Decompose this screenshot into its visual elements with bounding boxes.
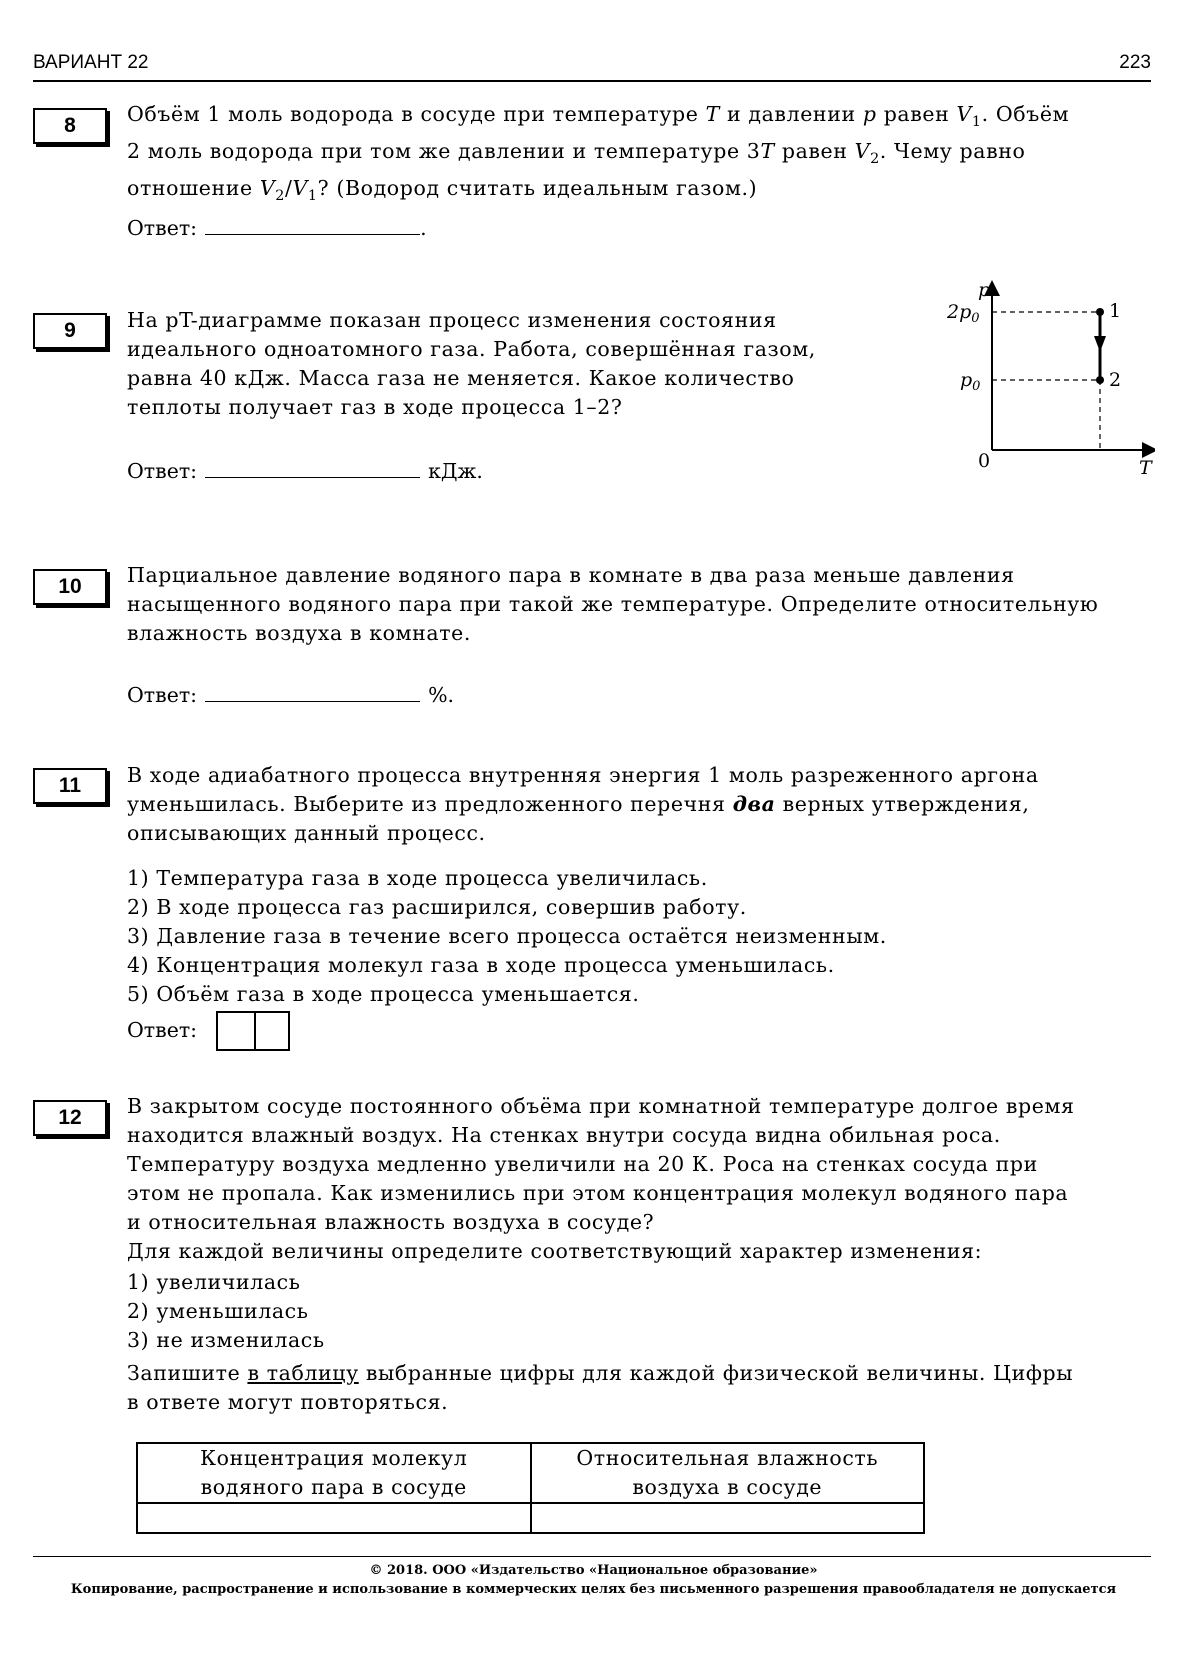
task-12-answer-table: [136, 1442, 925, 1534]
task-8-answer-field[interactable]: [205, 216, 420, 235]
footer-rule: [33, 1556, 1151, 1557]
task-8-number: 8: [33, 108, 107, 144]
option-5: 5) Объём газа в ходе процесса уменьшается.: [127, 982, 640, 1006]
page-number: 223: [1119, 52, 1151, 73]
option-1: 1) увеличилась: [127, 1270, 301, 1294]
option-3: 3) Давление газа в течение всего процесса остаётся неизменным.: [127, 924, 887, 948]
copyright-notice: Копирование, распространение и использование в коммерческих целях без письменного разрешения правообладателя не допускается: [70, 1582, 1117, 1597]
task-10-text: Парциальное давление водяного пара в комнате в два раза меньше давления насыщенного водяного пара при такой же температуре. Определите относительную влажность воздуха в комнате.: [127, 563, 1099, 645]
option-1: 1) Температура газа в ходе процесса увеличилась.: [127, 866, 708, 890]
task-12-options: [127, 1268, 325, 1355]
point-2: [1096, 376, 1104, 384]
task-8-text: Объём 1 моль водорода в сосуде при температуре T и давлении p равен $V_1$. Объём 2 моль водорода при том же давлении и температуре 3T равен $V_2$. Чему равно отношение $V_2/V_1$? (Водород считать идеальным газом.): [127, 102, 1070, 205]
task-11-number: 11: [33, 768, 107, 804]
task-11-options: [127, 864, 887, 1009]
task-9-answer: Ответ: кДж.: [127, 459, 483, 483]
answer-cell-concentration[interactable]: [137, 1503, 531, 1533]
process-arrow: [1094, 336, 1106, 352]
task-8-answer: Ответ: .: [127, 216, 427, 240]
t-label: T: [1139, 457, 1152, 479]
task-11-answer-cell-1[interactable]: [216, 1011, 256, 1051]
p-label: p: [978, 280, 991, 301]
point-2-label: 2: [1109, 369, 1122, 391]
tick-p0: $p_0$: [960, 369, 981, 394]
task-11-answer-label: Ответ:: [127, 1018, 198, 1042]
task-12-instruction: Запишите в таблицу выбранные цифры для каждой физической величины. Цифры в ответе могут повторяться.: [127, 1361, 1074, 1414]
copyright: © 2018. ООО «Издательство «Национальное образование»: [369, 1563, 818, 1578]
point-1: [1096, 308, 1104, 316]
task-11-text: В ходе адиабатного процесса внутренняя энергия 1 моль разреженного аргона уменьшилась. Выберите из предложенного перечня два верных утверждения, описывающих данный процесс.: [127, 763, 1039, 845]
header-rule: [33, 80, 1151, 82]
pt-diagram: [945, 280, 1155, 480]
column-header-humidity: Относительная влажность воздуха в сосуде: [531, 1443, 925, 1503]
option-3: 3) не изменилась: [127, 1328, 325, 1352]
point-1-label: 1: [1109, 300, 1122, 322]
option-2: 2) уменьшилась: [127, 1299, 309, 1323]
task-10-number: 10: [33, 569, 107, 605]
task-10-answer-field[interactable]: [205, 683, 420, 702]
tick-2p0: $2p_0$: [947, 301, 980, 326]
task-9-answer-field[interactable]: [205, 459, 420, 478]
option-4: 4) Концентрация молекул газа в ходе процесса уменьшилась.: [127, 953, 835, 977]
column-header-concentration: Концентрация молекул водяного пара в сосуде: [137, 1443, 531, 1503]
option-2: 2) В ходе процесса газ расширился, совершив работу.: [127, 895, 747, 919]
task-10-answer: Ответ: %.: [127, 683, 455, 707]
task-11-answer-cell-2[interactable]: [252, 1011, 290, 1051]
origin-label: 0: [978, 450, 991, 472]
variant-title: ВАРИАНТ 22: [33, 52, 149, 73]
task-9-text: На pT-диаграмме показан процесс изменения состояния идеального одноатомного газа. Работа, совершённая газом, равна 40 кДж. Масса газа не меняется. Какое количество теплоты получает газ в ходе процесса 1–2?: [127, 308, 816, 419]
answer-cell-humidity[interactable]: [531, 1503, 925, 1533]
task-12-text: В закрытом сосуде постоянного объёма при комнатной температуре долгое время находится влажный воздух. На стенках внутри сосуда видна обильная роса. Температуру воздуха медленно увеличили на 20 К. Роса на стенках сосуда при этом не пропала. Как изменились при этом концентрация молекул водяного пара и относительная влажность воздуха в сосуде? Для каждой величины определите соответствующий характер изменения:: [127, 1094, 1075, 1263]
task-9-number: 9: [33, 313, 107, 349]
task-12-number: 12: [33, 1100, 107, 1136]
